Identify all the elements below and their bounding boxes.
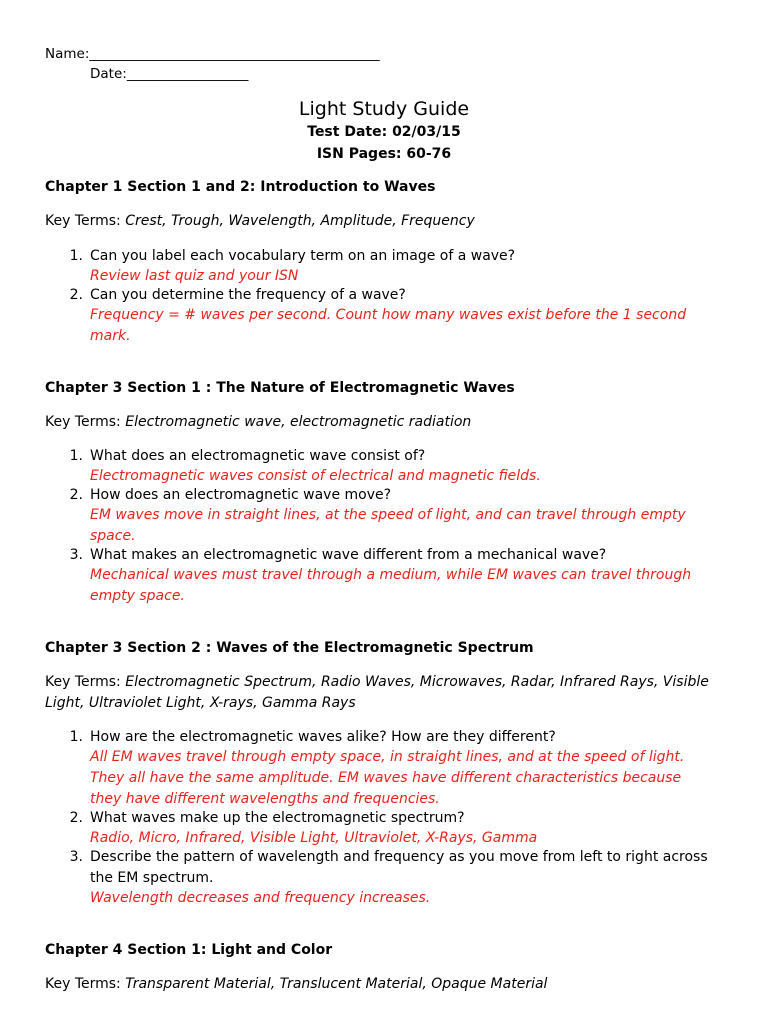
question-number: 1. [69, 248, 83, 264]
key-terms-label: Key Terms: [45, 213, 121, 229]
key-terms-label: Key Terms: [45, 674, 121, 690]
key-terms-label: Key Terms: [45, 414, 121, 430]
key-terms-list: Crest, Trough, Wavelength, Amplitude, Frequency [125, 213, 475, 229]
question-text: How does an electromagnetic wave move? [90, 487, 392, 503]
answer-text: All EM waves travel through empty space, in straight lines, and at the speed of light. They all have the same amplitude. EM waves have different characteristics because they have different wavelengths and frequencies. [90, 749, 685, 807]
key-terms [45, 974, 547, 994]
question-text: What does an electromagnetic wave consist of? [90, 448, 426, 464]
question-text: What makes an electromagnetic wave different from a mechanical wave? [90, 547, 607, 563]
section-heading: Chapter 3 Section 1 : The Nature of Electromagnetic Waves [45, 380, 515, 396]
test-date: Test Date: 02/03/15 [307, 124, 461, 140]
key-terms-label: Key Terms: [45, 976, 121, 992]
question-text: Describe the pattern of wavelength and frequency as you move from left to right across the EM spectrum. [90, 849, 708, 886]
section-heading: Chapter 1 Section 1 and 2: Introduction to Waves [45, 179, 436, 195]
key-terms-list: Electromagnetic Spectrum, Radio Waves, Microwaves, Radar, Infrared Rays, Visible Light, Ultraviolet Light, X-rays, Gamma Rays [45, 674, 709, 711]
answer-text: Mechanical waves must travel through a medium, while EM waves can travel through empty space. [90, 567, 692, 604]
question-number: 2. [69, 810, 83, 826]
name-field: Name:___________________________________________ [45, 46, 380, 62]
answer-text: Radio, Micro, Infrared, Visible Light, Ultraviolet, X-Rays, Gamma [90, 830, 538, 846]
section-heading: Chapter 4 Section 1: Light and Color [45, 942, 333, 958]
question-text: What waves make up the electromagnetic spectrum? [90, 810, 465, 826]
question-number: 3. [69, 547, 83, 563]
answer-text: Review last quiz and your ISN [90, 268, 299, 284]
key-terms-list: Electromagnetic wave, electromagnetic radiation [125, 414, 472, 430]
answer-text: EM waves move in straight lines, at the speed of light, and can travel through empty space. [90, 507, 686, 544]
question-number: 2. [69, 287, 83, 303]
date-field: Date:__________________ [90, 66, 249, 82]
isn-pages: ISN Pages: 60-76 [316, 146, 452, 162]
key-terms-list: Transparent Material, Translucent Material, Opaque Material [125, 976, 548, 992]
question-text: Can you label each vocabulary term on an image of a wave? [90, 248, 516, 264]
section-heading: Chapter 3 Section 2 : Waves of the Electromagnetic Spectrum [45, 640, 534, 656]
key-terms [45, 211, 475, 231]
question-number: 1. [69, 448, 83, 464]
answer-text: Frequency = # waves per second. Count how many waves exist before the 1 second mark. [90, 307, 687, 344]
question-number: 1. [69, 729, 83, 745]
question-number: 3. [69, 849, 83, 865]
answer-text: Electromagnetic waves consist of electrical and magnetic fields. [90, 468, 541, 484]
question-number: 2. [69, 487, 83, 503]
answer-text: Wavelength decreases and frequency increases. [90, 890, 431, 906]
page-title: Light Study Guide [298, 98, 470, 120]
question-text: How are the electromagnetic waves alike? How are they different? [90, 729, 556, 745]
key-terms [45, 412, 471, 432]
key-terms [45, 672, 735, 714]
question-text: Can you determine the frequency of a wave? [90, 287, 406, 303]
